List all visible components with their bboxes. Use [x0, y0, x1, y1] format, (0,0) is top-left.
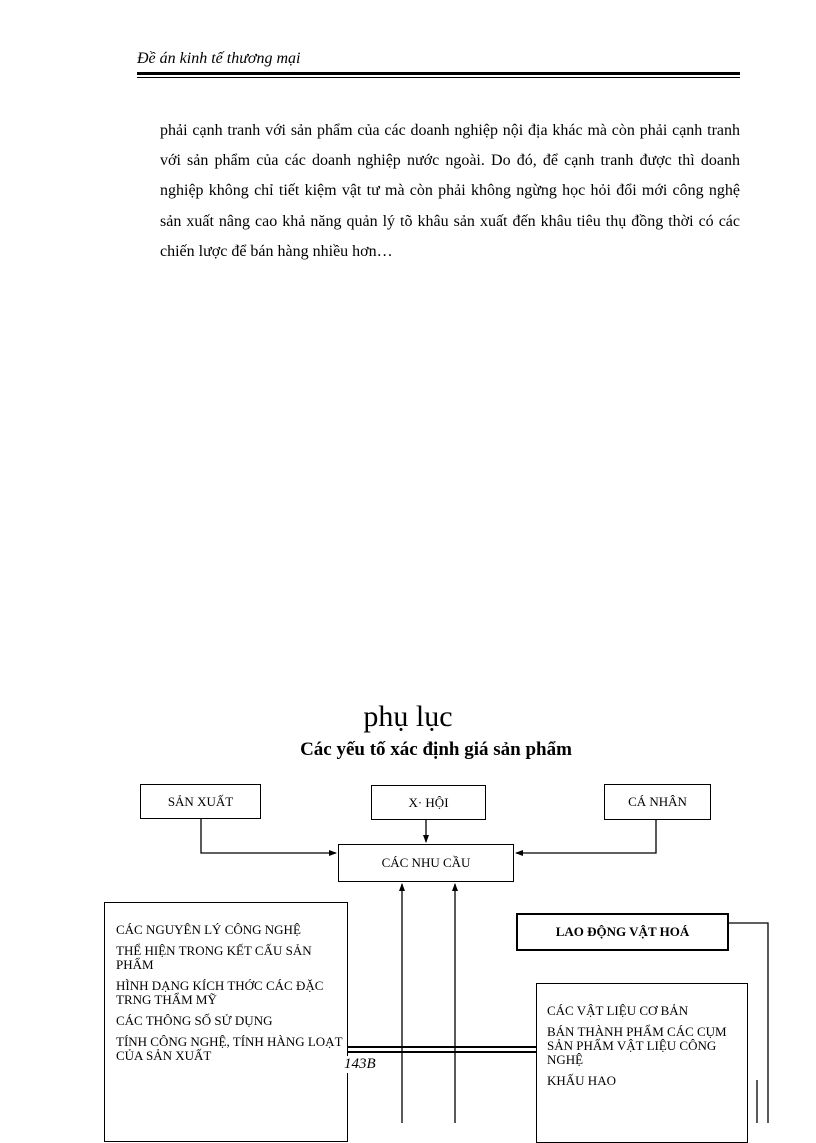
box-xa-hoi	[371, 785, 486, 820]
connector-ca-nhan	[516, 820, 656, 853]
box-san-xuat	[140, 784, 261, 819]
list-item: THỂ HIỆN TRONG KẾT CẤU SẢN PHẨM	[116, 943, 312, 972]
list-item: CÁC VẬT LIỆU CƠ BẢN	[547, 1003, 689, 1018]
header-title: Đề án kinh tế thương mại	[137, 50, 301, 67]
box-lao-dong	[516, 913, 729, 951]
box-material-costs	[536, 983, 748, 1143]
list-item: TÍNH CÔNG NGHỆ, TÍNH HÀNG LOẠT CỦA SẢN XUẤT	[116, 1034, 343, 1063]
list-item: CÁC NGUYÊN LÝ CÔNG NGHỆ	[116, 922, 301, 937]
page-number: 143B	[344, 1056, 376, 1072]
appendix-subtitle: Các yếu tố xác định giá sản phẩm	[300, 739, 572, 760]
list-item: HÌNH DẠNG KÍCH THỚC CÁC ĐẶC TRNG THẨM MỸ	[116, 978, 324, 1007]
box-nhu-cau	[338, 844, 514, 882]
box-ca-nhan	[604, 784, 711, 820]
box-product-characteristics	[104, 902, 348, 1142]
list-item: BÁN THÀNH PHẨM CÁC CỤM SẢN PHẨM VẬT LIỆU CÔNG NGHỆ	[547, 1024, 727, 1067]
body-paragraph: phải cạnh tranh với sản phẩm của các doanh nghiệp nội địa khác mà còn phải cạnh tranh với sản phẩm của các doanh nghiệp nước ngoài. Do đó, để cạnh tranh được thì doanh nghiệp không chỉ tiết kiệm vật tư mà còn phải không ngừng học hỏi đổi mới công nghệ sản xuất nâng cao khả năng quản lý tõ khâu sản xuất đến khâu tiêu thụ đồng thời có các chiến lược để bán hàng nhiều hơn…	[160, 122, 740, 260]
appendix-title: phụ lục	[363, 700, 453, 733]
box-san-xuat-label: SẢN XUẤT	[167, 793, 234, 809]
box-ca-nhan-label: CÁ NHÂN	[628, 794, 687, 809]
box-nhu-cau-label: CÁC NHU CẦU	[381, 855, 471, 870]
box-lao-dong-label: LAO ĐỘNG VẬT HOÁ	[555, 924, 690, 939]
list-item: CÁC THÔNG SỐ SỬ DỤNG	[116, 1013, 273, 1028]
connector-san-xuat	[201, 819, 336, 853]
list-item: KHẤU HAO	[547, 1073, 616, 1088]
box-xa-hoi-label: X· HỘI	[408, 794, 449, 810]
